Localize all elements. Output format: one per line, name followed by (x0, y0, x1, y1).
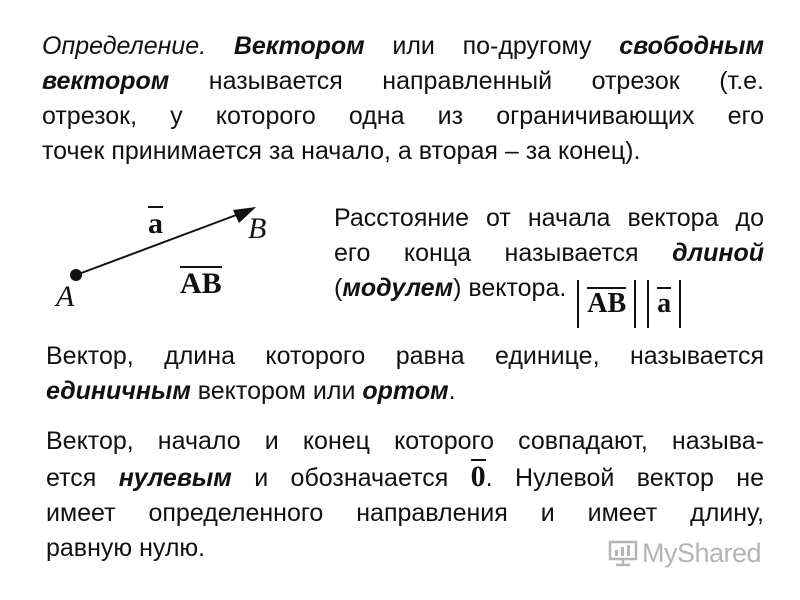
zero-line-2 (46, 459, 764, 496)
point-a-label: A (56, 280, 75, 313)
zero-text-b: и обозначается (231, 464, 471, 492)
paren-open: ( (334, 274, 343, 302)
definition-line-1 (42, 29, 764, 64)
definition-line-4: точек принимается за начало, а вторая – за конец). (42, 137, 641, 165)
term-unit: единичным (46, 377, 191, 405)
watermark-text: MyShared (642, 538, 762, 568)
vector-arrow-diagram (40, 198, 320, 328)
definition-text: или по-другому (364, 32, 620, 60)
unit-text: вектором или (190, 377, 363, 405)
length-text-3: ) вектора. (453, 274, 567, 302)
unit-line-1: Вектор, длина которого равна единице, называется (46, 342, 764, 370)
zero-text-a: ется (46, 464, 119, 492)
vector-figure (40, 198, 320, 328)
zero-line-4: равную нулю. (46, 534, 206, 562)
term-zero: нулевым (118, 464, 232, 492)
term-vector: Вектором (233, 32, 365, 60)
vector-ab-label: AB (180, 267, 222, 300)
vector-a-label: a (148, 207, 163, 240)
unit-vector-paragraph (46, 339, 764, 409)
term-free: свободным (619, 32, 764, 60)
definition-line-3: отрезок, у которого одна из ограничивающих его (42, 102, 764, 130)
term-modulus: модулем (342, 274, 454, 302)
modulus-a: a (647, 280, 681, 328)
zero-line-1: Вектор, начало и конец которого совпадают, называ- (46, 427, 764, 455)
unit-line-2 (46, 374, 764, 409)
definition-lead: Определение. (42, 32, 207, 60)
length-paragraph (334, 201, 764, 328)
zero-line-3: имеет определенного направления и имеет длину, (46, 499, 764, 527)
point-b-label: B (248, 212, 267, 245)
length-text: его конца называется (334, 239, 673, 267)
definition-line-2 (42, 64, 764, 99)
term-length: длиной (672, 239, 764, 267)
definition-text-2: называется направленный отрезок (т.е. (169, 67, 764, 95)
watermark (608, 538, 761, 574)
zero-vector-symbol: 0 (470, 460, 486, 493)
length-line-3 (334, 271, 764, 328)
zero-text-c: . Нулевой вектор не (485, 464, 765, 492)
term-vector-2: вектором (42, 67, 170, 95)
unit-period: . (448, 377, 456, 405)
presentation-board-icon (608, 539, 638, 574)
length-line-1: Расстояние от начала вектора до (334, 204, 764, 232)
definition-paragraph (42, 29, 764, 169)
length-line-2 (334, 236, 764, 271)
term-ort: ортом (362, 377, 449, 405)
modulus-ab: AB (577, 280, 636, 328)
